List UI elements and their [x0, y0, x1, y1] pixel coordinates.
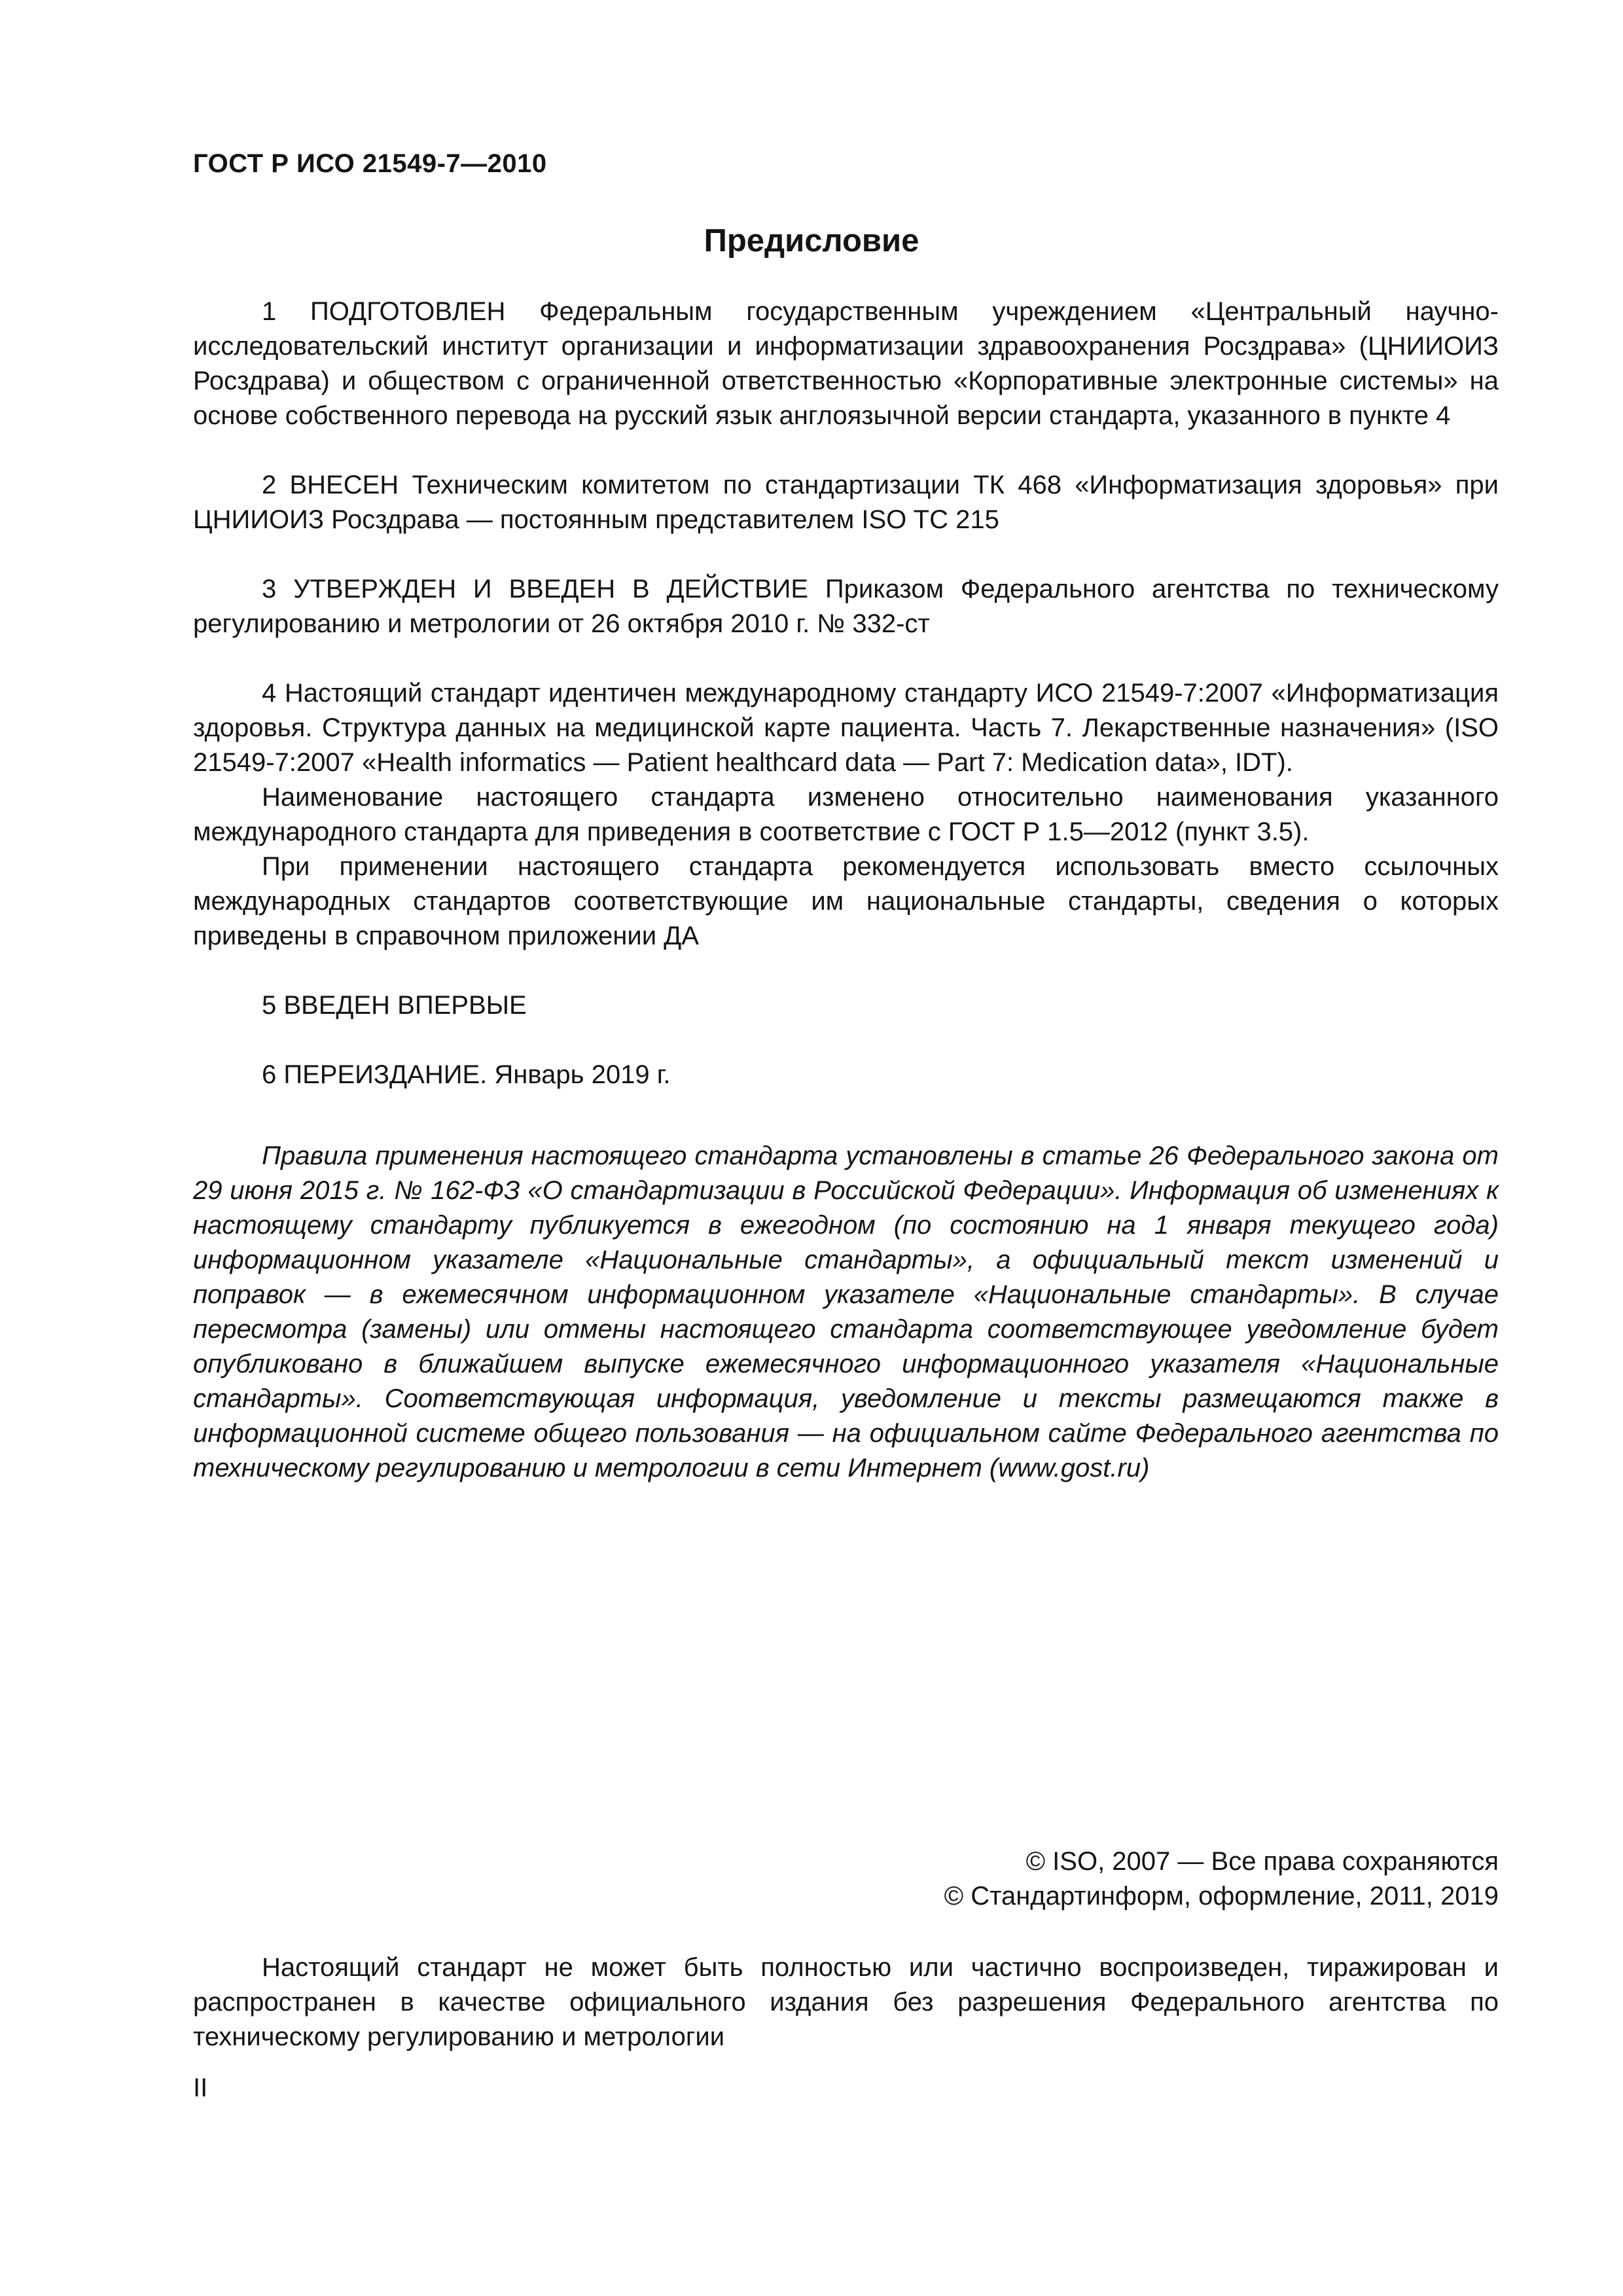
application-rules-notice	[193, 1139, 1499, 1486]
restriction-text: Настоящий стандарт не может быть полностью или частично воспроизведен, тиражирован и распространен в качестве официального издания без разрешения Федерального агентства по техническому регулированию и метрологии	[193, 1953, 1499, 2051]
copyright-iso: © ISO, 2007 — Все права сохраняются	[1026, 1847, 1499, 1876]
page-title: Предисловие	[704, 223, 919, 259]
document-code: ГОСТ Р ИСО 21549-7—2010	[193, 149, 547, 178]
foreword-item-4-note-references: При применении настоящего стандарта рекомендуется использовать вместо ссылочных международных стандартов соответствующие им национальные стандарты, сведения о которых приведены в справочном приложении ДА	[193, 852, 1499, 950]
notice-text: Правила применения настоящего стандарта установлены в статье 26 Федерального закона от 29 июня 2015 г. № 162-ФЗ «О стандартизации в Российской Федерации». Информация об изменениях к настоящему стандарту публикуется в ежегодном (по состоянию на 1 января текущего года) информационном указателе «Национальные стандарты», а официальный текст изменений и поправок — в ежемесячном информационном указателе «Национальные стандарты». В случае пересмотра (замены) или отмены настоящего стандарта соответствующее уведомление будет опубликовано в ближайшем выпуске ежемесячного информационного указателя «Национальные стандарты». Соответствующая информация, уведомление и тексты размещаются также в информационной системе общего пользования — на официальном сайте Федерального агентства по техническому регулированию и метрологии в сети Интернет (www.gost.ru)	[193, 1141, 1499, 1482]
page-number: II	[193, 2073, 208, 2102]
foreword-item-6: 6 ПЕРЕИЗДАНИЕ. Январь 2019 г.	[262, 1060, 671, 1089]
foreword-item-4: 4 Настоящий стандарт идентичен международному стандарту ИСО 21549-7:2007 «Информатизация здоровья. Структура данных на медицинской карте пациента. Часть 7. Лекарственные назначения» (ISO 21549-7:2007 «Health informatics — Patient healthcard data — Part 7: Medication data», IDT).	[193, 679, 1499, 777]
foreword-item-2: 2 ВНЕСЕН Техническим комитетом по стандартизации ТК 468 «Информатизация здоровья» при ЦНИИОИЗ Росздрава — постоянным представителем ISO TC 215	[193, 471, 1499, 534]
copyright-standartinform: © Стандартинформ, оформление, 2011, 2019	[944, 1882, 1499, 1910]
foreword-item-1: 1 ПОДГОТОВЛЕН Федеральным государственным учреждением «Центральный научно-исследовательский институт организации и информатизации здравоохранения Росздрава» (ЦНИИОИЗ Росздрава) и обществом с ограниченной ответственностью «Корпоративные электронные системы» на основе собственного перевода на русский язык англоязычной версии стандарта, указанного в пункте 4	[193, 297, 1499, 430]
foreword-body	[193, 295, 1499, 1092]
reproduction-restriction	[193, 1950, 1499, 2054]
foreword-item-3: 3 УТВЕРЖДЕН И ВВЕДЕН В ДЕЙСТВИЕ Приказом Федерального агентства по техническому регулированию и метрологии от 26 октября 2010 г. № 332-ст	[193, 575, 1499, 638]
foreword-item-4-note-title: Наименование настоящего стандарта изменено относительно наименования указанного международного стандарта для приведения в соответствие с ГОСТ Р 1.5—2012 (пункт 3.5).	[193, 783, 1499, 846]
foreword-item-5: 5 ВВЕДЕН ВПЕРВЫЕ	[262, 991, 527, 1020]
copyright-block	[944, 1844, 1499, 1914]
